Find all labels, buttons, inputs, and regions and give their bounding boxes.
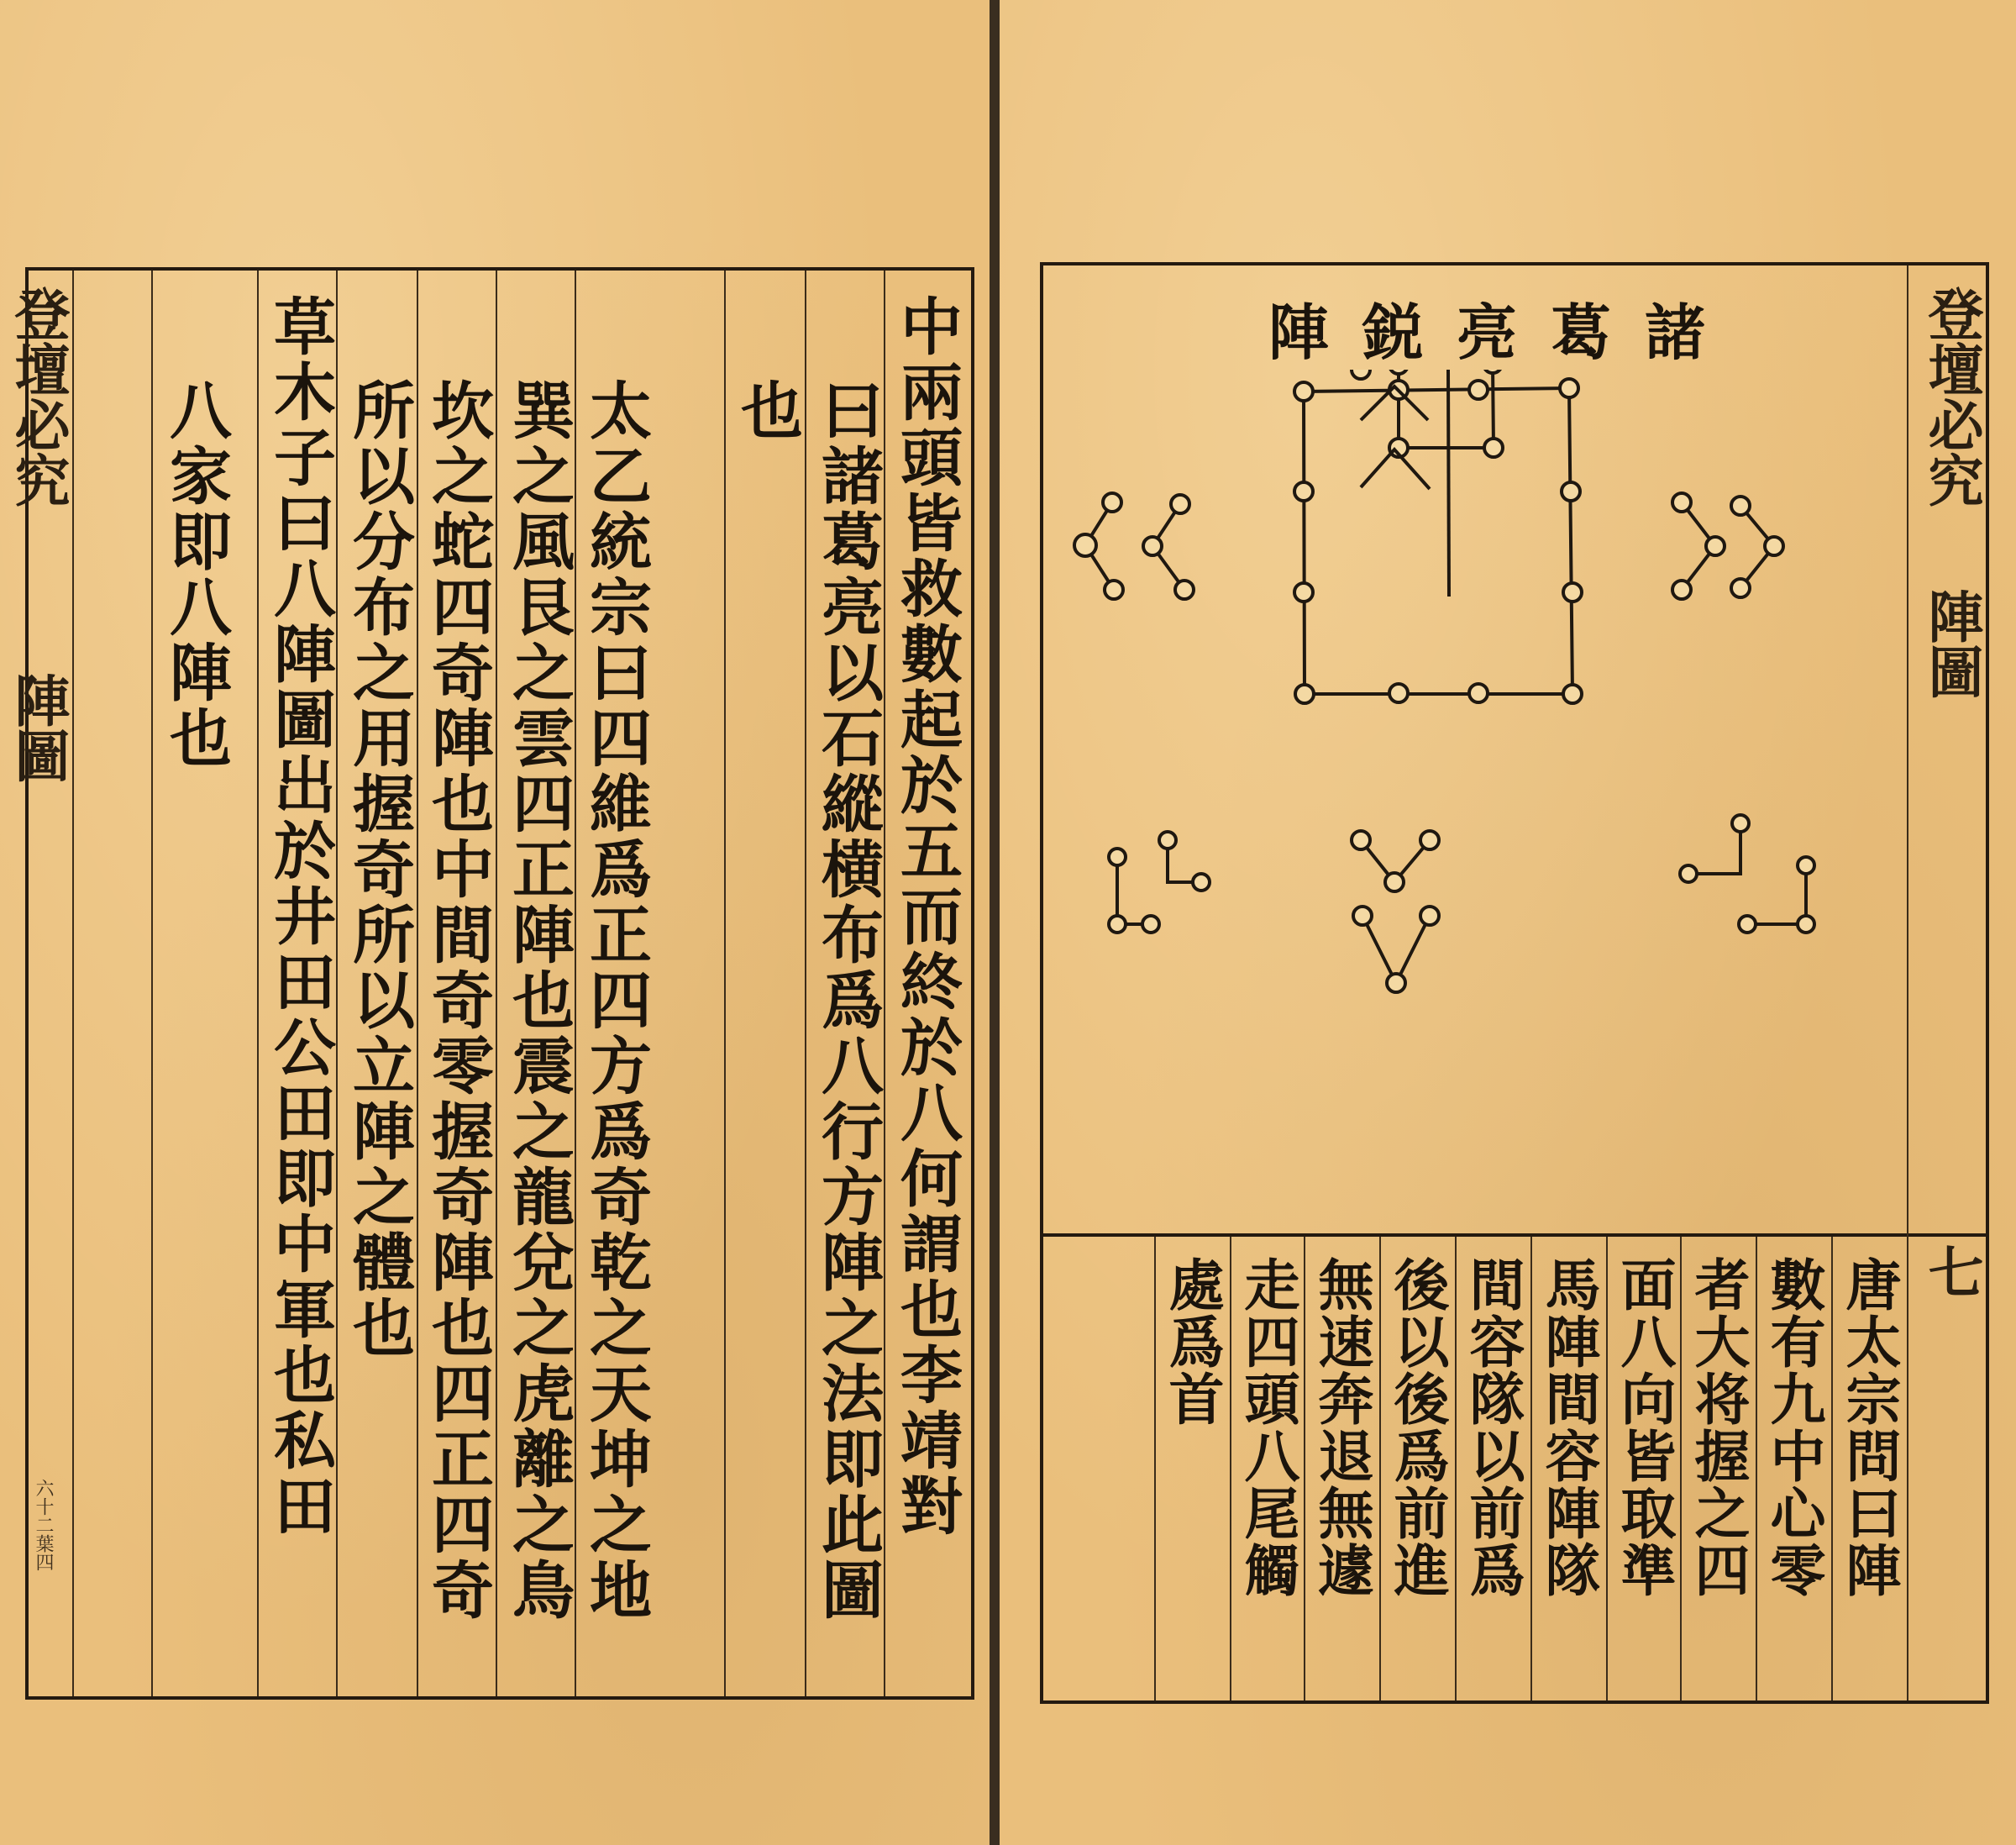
text-column-2: 曰諸葛亮以石縱横布爲八行方陣之法即此圖	[811, 378, 884, 1623]
right-margin-section: 陣圖	[1919, 588, 1984, 699]
text-column-4: 太乙統宗曰四維爲正四方爲奇乾之天坤之地	[580, 378, 652, 1623]
right-formation	[1672, 493, 1783, 599]
left-page	[0, 0, 990, 1845]
column-rule	[257, 271, 259, 1696]
book-gutter	[990, 0, 1000, 1845]
text-column-1: 唐太宗問曰陣	[1836, 1256, 1902, 1599]
text-column-6: 間容隊以前爲	[1460, 1256, 1525, 1599]
left-formation	[1074, 493, 1194, 599]
column-rule	[805, 271, 806, 1696]
text-column-8: 草木子曰八陣圖出於井田公田即中軍也私田	[264, 294, 336, 1539]
text-column-7: 所以分布之用握奇所以立陣之體也	[343, 378, 415, 1361]
column-rule	[1680, 1237, 1682, 1700]
text-column-3: 也	[731, 378, 803, 444]
column-rule	[1455, 1237, 1457, 1700]
right-page-number: 七	[1919, 1243, 1984, 1299]
central-square	[1294, 370, 1582, 703]
bottom-formation	[1352, 831, 1439, 992]
left-margin-section: 陣圖	[5, 672, 71, 783]
left-fold-note: 六十二葉四	[33, 1479, 54, 1571]
text-column-7: 後以後爲前進	[1384, 1256, 1450, 1599]
text-column-4: 面八向皆取準	[1611, 1256, 1677, 1599]
column-rule	[336, 271, 338, 1696]
left-margin-title: 登壇必究	[5, 286, 71, 507]
column-rule	[417, 271, 418, 1696]
text-column-9: 走四頭八尾觸	[1235, 1256, 1300, 1599]
corner-bottom-right	[1680, 815, 1814, 933]
column-rule	[724, 271, 726, 1696]
column-rule	[151, 271, 153, 1696]
margin-rule	[72, 271, 74, 1696]
column-rule	[1379, 1237, 1381, 1700]
text-column-3: 者大将握之四	[1685, 1256, 1751, 1599]
column-rule	[1230, 1237, 1231, 1700]
right-margin-title: 登壇必究	[1919, 286, 1984, 507]
column-rule	[575, 271, 576, 1696]
column-rule	[1154, 1237, 1156, 1700]
column-rule	[496, 271, 497, 1696]
column-rule	[1304, 1237, 1305, 1700]
right-page	[1000, 0, 2016, 1845]
text-column-8: 無速奔退無遽	[1309, 1256, 1374, 1599]
text-column-1: 中兩頭皆救數起於五而終於八何謂也李靖對	[890, 294, 963, 1539]
text-column-10: 處爲首	[1159, 1256, 1225, 1427]
column-rule	[1756, 1237, 1757, 1700]
text-column-2: 數有九中心零	[1761, 1256, 1826, 1599]
text-column-5: 馬陣間容陣隊	[1536, 1256, 1601, 1599]
column-rule	[1831, 1237, 1833, 1700]
text-column-6: 坎之蛇四奇陣也中間奇零握奇陣也四正四奇	[422, 378, 494, 1623]
diagram-title: 諸葛亮鋭陣	[1268, 297, 1740, 368]
column-rule	[1606, 1237, 1608, 1700]
corner-bottom-left	[1109, 832, 1210, 933]
text-column-5: 巽之風艮之雲四正陣也震之龍兌之虎離之鳥	[502, 378, 575, 1623]
column-rule	[1530, 1237, 1532, 1700]
formation-diagram	[1050, 370, 1974, 1210]
text-column-9: 八家即八陣也	[160, 378, 232, 771]
column-rule	[884, 271, 885, 1696]
